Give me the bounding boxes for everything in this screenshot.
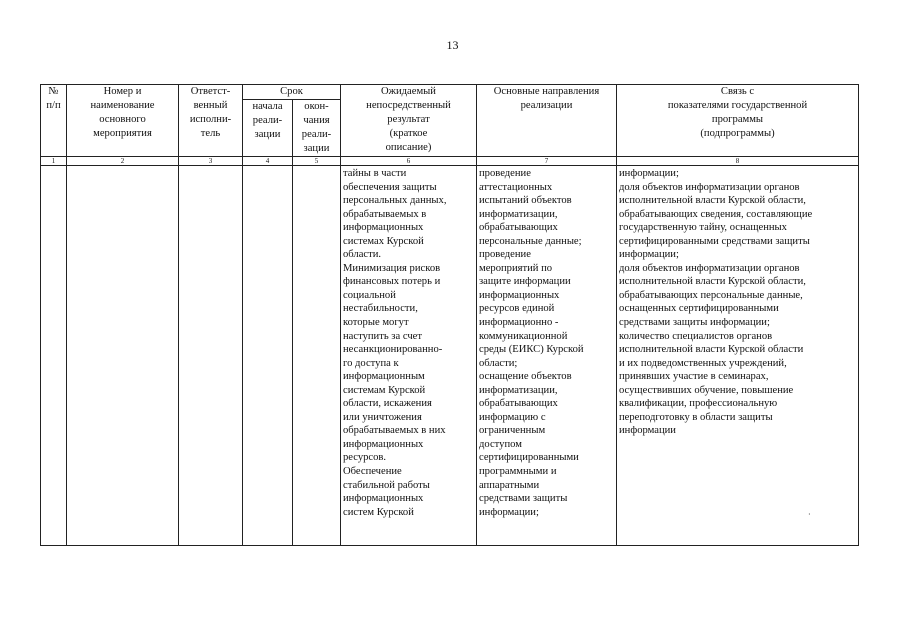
- measures-table: [40, 84, 859, 546]
- column-number: 2: [67, 157, 179, 166]
- header-term-start: начала реали- зации: [243, 100, 293, 157]
- column-number: 8: [617, 157, 859, 166]
- column-number: 4: [243, 157, 293, 166]
- header-result: Ожидаемый непосредственный результат (краткое описание): [341, 85, 477, 157]
- cell-name: [67, 166, 179, 546]
- header-num: № п/п: [41, 85, 67, 157]
- column-number: 3: [179, 157, 243, 166]
- cell-result: тайны в части обеспечения защиты персональных данных, обрабатываемых в информационных системах Курской области. Минимизация рисков финансовых потерь и социальной нестабильности, которые могут наступить за счет несанкционированно- го доступа к информационным системам Курской области, искажения или уничтожения обрабатываемых в них информационных ресурсов. Обеспечение стабильной работы информационных систем Курской: [341, 166, 477, 546]
- column-number: 6: [341, 157, 477, 166]
- scan-speck: ·: [808, 510, 811, 519]
- cell-term-end: [293, 166, 341, 546]
- page-number: 13: [446, 38, 459, 52]
- header-term: Срок: [243, 85, 341, 100]
- column-number: 5: [293, 157, 341, 166]
- column-number: 1: [41, 157, 67, 166]
- header-term-end: окон- чания реали- зации: [293, 100, 341, 157]
- table-row: [41, 166, 859, 546]
- header-executor: Ответст- венный исполни- тель: [179, 85, 243, 157]
- column-number: 7: [477, 157, 617, 166]
- header-link: Связь с показателями государственной программы (подпрограммы): [617, 85, 859, 157]
- cell-num: [41, 166, 67, 546]
- header-directions: Основные направления реализации: [477, 85, 617, 157]
- cell-executor: [179, 166, 243, 546]
- header-row: [41, 85, 859, 100]
- cell-directions: проведение аттестационных испытаний объектов информатизации, обрабатывающих персональные данные; проведение мероприятий по защите информации информационных ресурсов единой информационно - коммуникационной среды (ЕИКС) Курской области; оснащение объектов информатизации, обрабатывающих информацию с ограниченным доступом сертифицированными программными и аппаратными средствами защиты информации;: [477, 166, 617, 546]
- column-number-row: [41, 157, 859, 166]
- header-name: Номер и наименование основного мероприятия: [67, 85, 179, 157]
- cell-link: информации; доля объектов информатизации органов исполнительной власти Курской области, обрабатывающих сведения, составляющие государственную тайну, оснащенных сертифицированными средствами защиты информации; доля объектов информатизации органов исполнительной власти Курской области, обрабатывающих персональные данные, оснащенных сертифицированными средствами защиты информации; количество специалистов органов исполнительной власти Курской области и их подведомственных учреждений, принявших участие в семинарах, осуществивших обучение, повышение квалификации, профессиональную переподготовку в области защиты информации: [617, 166, 859, 546]
- cell-term-start: [243, 166, 293, 546]
